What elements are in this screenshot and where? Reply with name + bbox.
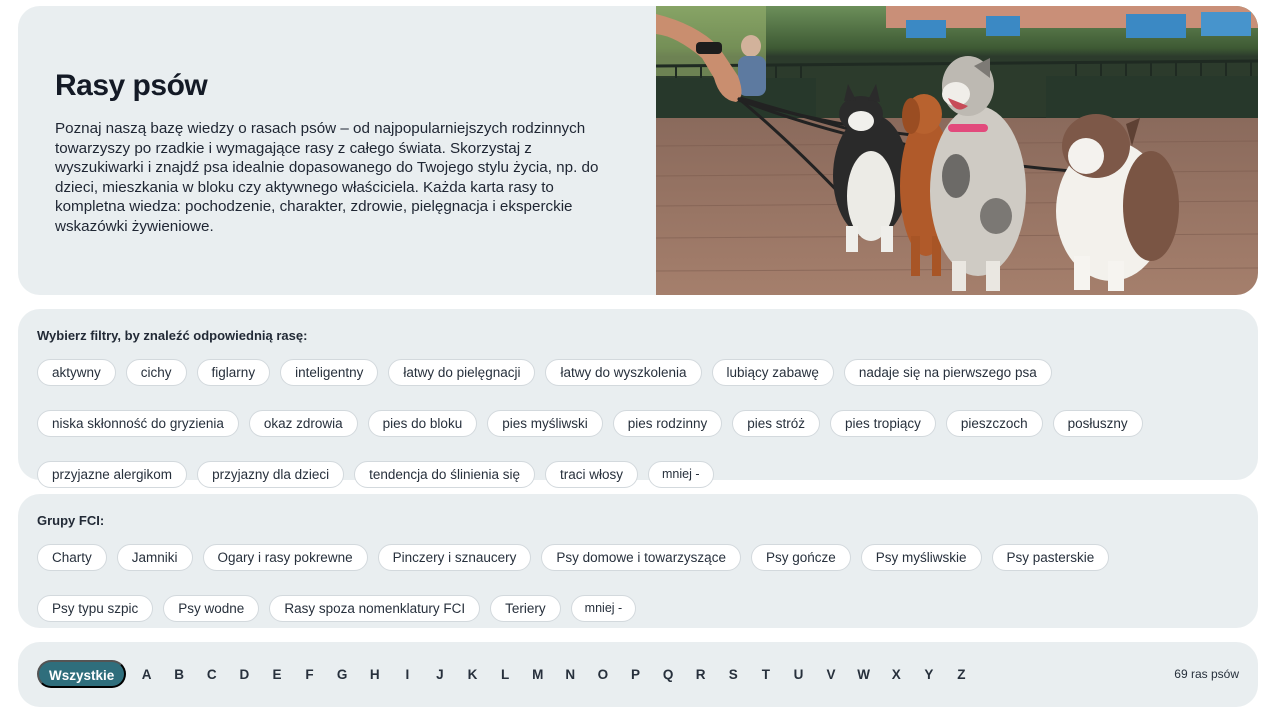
fci-group-chip[interactable]: Ogary i rasy pokrewne bbox=[203, 544, 368, 571]
filter-chip[interactable]: okaz zdrowia bbox=[249, 410, 358, 437]
letter-link-c[interactable]: C bbox=[206, 666, 217, 682]
letter-link-p[interactable]: P bbox=[630, 666, 640, 682]
filter-chip[interactable]: pies stróż bbox=[732, 410, 820, 437]
fci-group-chip[interactable]: Psy domowe i towarzyszące bbox=[541, 544, 741, 571]
letter-link-x[interactable]: X bbox=[891, 666, 901, 682]
dogs-on-leash-illustration bbox=[656, 6, 1258, 295]
fci-group-chip[interactable]: Psy pasterskie bbox=[992, 544, 1110, 571]
filter-chip[interactable]: przyjazne alergikom bbox=[37, 461, 187, 488]
letter-link-f[interactable]: F bbox=[305, 666, 314, 682]
letter-link-e[interactable]: E bbox=[272, 666, 282, 682]
all-letters-button[interactable]: Wszystkie bbox=[37, 660, 126, 688]
filter-chip[interactable]: inteligentny bbox=[280, 359, 378, 386]
alphabet-row bbox=[37, 660, 978, 688]
fci-group-chip[interactable]: Teriery bbox=[490, 595, 561, 622]
letter-link-l[interactable]: L bbox=[500, 666, 510, 682]
letter-link-w[interactable]: W bbox=[857, 666, 871, 682]
letter-link-i[interactable]: I bbox=[405, 666, 410, 682]
filter-chip[interactable]: figlarny bbox=[197, 359, 271, 386]
letter-link-r[interactable]: R bbox=[695, 666, 706, 682]
letter-link-z[interactable]: Z bbox=[957, 666, 966, 682]
filter-chip[interactable]: traci włosy bbox=[545, 461, 638, 488]
filter-chip[interactable]: łatwy do pielęgnacji bbox=[388, 359, 535, 386]
filter-chip[interactable]: aktywny bbox=[37, 359, 116, 386]
fci-groups-section bbox=[18, 494, 1258, 628]
letter-link-o[interactable]: O bbox=[597, 666, 609, 682]
filter-chip[interactable]: pies tropiący bbox=[830, 410, 936, 437]
filter-chip[interactable]: nadaje się na pierwszego psa bbox=[844, 359, 1052, 386]
filters-label: Wybierz filtry, by znaleźć odpowiednią rasę: bbox=[37, 328, 308, 343]
filter-chip[interactable]: pies do bloku bbox=[368, 410, 478, 437]
fci-group-chip[interactable]: Psy typu szpic bbox=[37, 595, 153, 622]
filter-chip[interactable]: pies myśliwski bbox=[487, 410, 603, 437]
letter-link-h[interactable]: H bbox=[369, 666, 380, 682]
filter-chip[interactable]: niska skłonność do gryzienia bbox=[37, 410, 239, 437]
letter-link-j[interactable]: J bbox=[436, 666, 444, 682]
filters-less-button[interactable]: mniej - bbox=[648, 461, 714, 488]
letter-link-g[interactable]: G bbox=[336, 666, 348, 682]
filter-chip-list bbox=[37, 359, 1237, 488]
page-title: Rasy psów bbox=[55, 69, 208, 102]
letter-link-s[interactable]: S bbox=[728, 666, 738, 682]
fci-group-chip[interactable]: Rasy spoza nomenklatury FCI bbox=[269, 595, 480, 622]
fci-group-chip[interactable]: Psy myśliwskie bbox=[861, 544, 982, 571]
filter-chip[interactable]: pies rodzinny bbox=[613, 410, 723, 437]
fci-group-chip[interactable]: Charty bbox=[37, 544, 107, 571]
alphabet-filter-bar bbox=[18, 642, 1258, 707]
fci-group-chip[interactable]: Pinczery i sznaucery bbox=[378, 544, 532, 571]
letter-link-b[interactable]: B bbox=[174, 666, 185, 682]
hero-section bbox=[18, 6, 1258, 295]
fci-chip-list bbox=[37, 544, 1237, 622]
hero-description: Poznaj naszą bazę wiedzy o rasach psów – od najpopularniejszych rodzinnych towarzyszy po rzadkie i wymagające rasy z całego świata. Skorzystaj z wyszukiwarki i znajdź psa idealnie dopasowanego do Twojego stylu życia, np. do dzieci, mieszkania w bloku czy aktywnego właściciela. Każda karta rasy to kompletna wiedza: pochodzenie, charakter, zdrowie, pielęgnacja i eksperckie wskazówki żywieniowe. bbox=[55, 120, 599, 235]
filter-chip[interactable]: cichy bbox=[126, 359, 187, 386]
fci-group-chip[interactable]: Psy gończe bbox=[751, 544, 851, 571]
breed-count: 69 ras psów bbox=[1174, 667, 1239, 681]
fci-less-button[interactable]: mniej - bbox=[571, 595, 637, 622]
letter-link-t[interactable]: T bbox=[761, 666, 770, 682]
letter-link-a[interactable]: A bbox=[141, 666, 152, 682]
fci-groups-label: Grupy FCI: bbox=[37, 513, 105, 528]
filters-section bbox=[18, 309, 1258, 480]
letter-link-v[interactable]: V bbox=[826, 666, 836, 682]
fci-group-chip[interactable]: Jamniki bbox=[117, 544, 193, 571]
filter-chip[interactable]: posłuszny bbox=[1053, 410, 1143, 437]
filter-chip[interactable]: pieszczoch bbox=[946, 410, 1043, 437]
hero-photo-dogs bbox=[656, 6, 1258, 295]
letter-link-n[interactable]: N bbox=[565, 666, 576, 682]
fci-group-chip[interactable]: Psy wodne bbox=[163, 595, 259, 622]
filter-chip[interactable]: tendencja do ślinienia się bbox=[354, 461, 535, 488]
filter-chip[interactable]: lubiący zabawę bbox=[712, 359, 834, 386]
letter-link-d[interactable]: D bbox=[239, 666, 250, 682]
letter-link-y[interactable]: Y bbox=[924, 666, 934, 682]
letter-link-u[interactable]: U bbox=[793, 666, 804, 682]
letter-link-k[interactable]: K bbox=[467, 666, 478, 682]
letter-link-q[interactable]: Q bbox=[662, 666, 674, 682]
letter-link-m[interactable]: M bbox=[532, 666, 544, 682]
filter-chip[interactable]: łatwy do wyszkolenia bbox=[545, 359, 701, 386]
filter-chip[interactable]: przyjazny dla dzieci bbox=[197, 461, 344, 488]
